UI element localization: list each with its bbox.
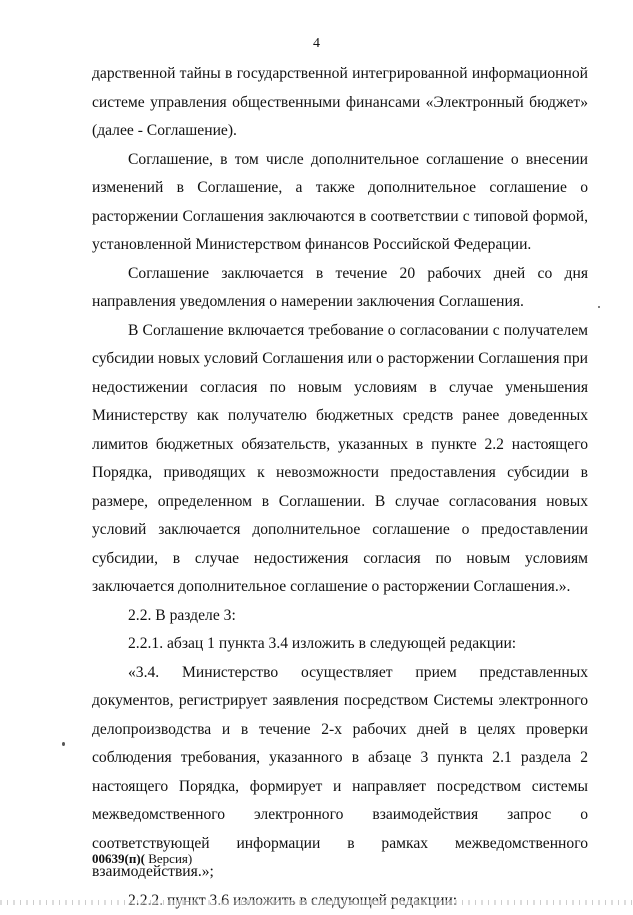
paragraph-clause-3-4: «3.4. Министерство осуществляет прием представленных документов, регистрирует заявления посредством Системы электронного делопроизводства и в течение 2-х рабочих дней в целях проверки соблюдения требования, указанного в абзаце 3 пункта 2.1 раздела 2 настоящего Порядка, формирует и направляет посредством системы межведомственного электронного взаимодействия запрос о соответствующей информации в рамках межведомственного взаимодействия.»; <box>92 659 588 887</box>
paragraph-section-3: 2.2. В разделе 3: <box>92 602 588 631</box>
paragraph-agreement-term: Соглашение заключается в течение 20 рабочих дней со дня направления уведомления о намерении заключения Соглашения. <box>92 260 588 317</box>
paragraph-continuation: дарственной тайны в государственной интегрированной информационной системе управления общественными финансами «Электронный бюджет» (далее - Соглашение). <box>92 60 588 146</box>
paragraph-agreement-forms: Соглашение, в том числе дополнительное соглашение о внесении изменений в Соглашение, а также дополнительное соглашение о расторжении Соглашения заключаются в соответствии с типовой формой, установленной Министерством финансов Российской Федерации. <box>92 146 588 260</box>
page-number: 4 <box>0 36 633 52</box>
footer-code: 00639(п)( <box>92 851 145 866</box>
document-footer <box>92 851 192 867</box>
scan-edge-noise <box>0 900 633 905</box>
paragraph-2-2-1: 2.2.1. абзац 1 пункта 3.4 изложить в следующей редакции: <box>92 630 588 659</box>
footer-version: Версия) <box>145 851 192 866</box>
paragraph-agreement-conditions: В Соглашение включается требование о согласовании с получателем субсидии новых условий Соглашения или о расторжении Соглашения при недостижении согласия по новым условиям в случае уменьшения Министерству как получателю бюджетных средств ранее доведенных лимитов бюджетных обязательств, указанных в пункте 2.2 настоящего Порядка, приводящих к невозможности предоставления субсидии в размере, определенном в Соглашении. В случае согласования новых условий заключается дополнительное соглашение о предоставлении субсидии, в случае недостижения согласия по новым условиям заключается дополнительное соглашение о расторжении Соглашения.». <box>92 317 588 602</box>
document-body <box>92 60 588 915</box>
scan-speck <box>62 742 65 746</box>
scan-speck <box>598 306 600 308</box>
